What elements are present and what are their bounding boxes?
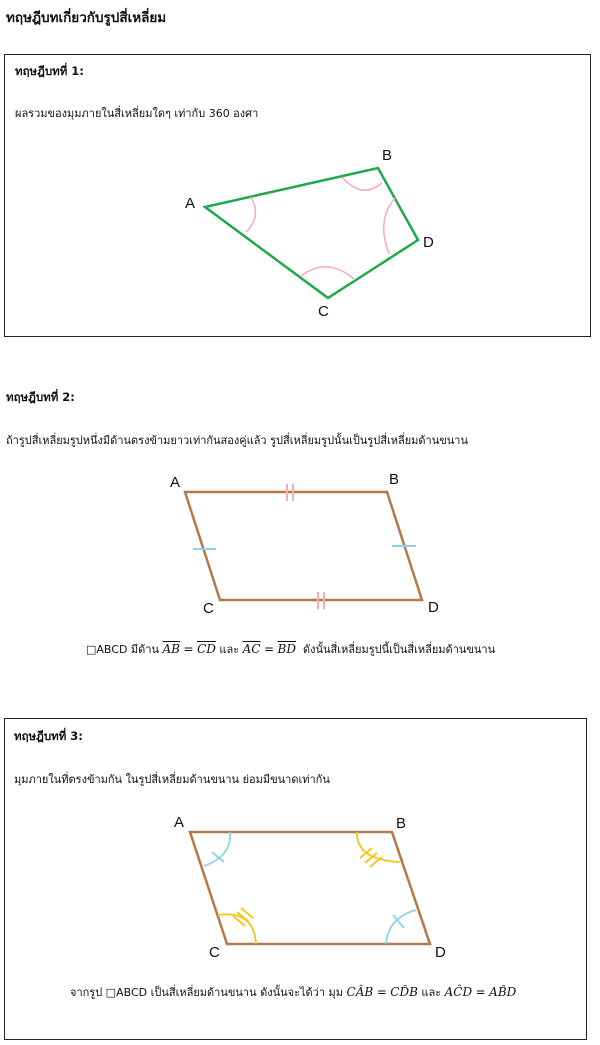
conjunction-and: และ bbox=[421, 986, 442, 999]
angle-tick-a bbox=[212, 852, 224, 862]
theorem-1-heading: ทฤษฎีบทที่ 1: bbox=[15, 64, 84, 78]
vertex-label-b: B bbox=[389, 471, 400, 488]
theorem-3-caption bbox=[70, 983, 516, 1001]
caption-prefix: จากรูป □ABCD เป็นสี่เหลี่ยมด้านขนาน ดังนั้นจะได้ว่า มุม bbox=[70, 986, 344, 999]
angle-arc-a bbox=[204, 832, 230, 866]
caption-suffix: ดังนั้นสี่เหลี่ยมรูปนี้เป็นสี่เหลี่ยมด้านขนาน bbox=[303, 643, 496, 656]
equals-sign: = bbox=[475, 985, 486, 999]
angle-acd: AĈD bbox=[444, 985, 473, 999]
vertex-label-c: C bbox=[209, 944, 220, 961]
vertex-label-d: D bbox=[428, 599, 439, 616]
angle-arcs-blue bbox=[204, 832, 416, 944]
segment-cd: $\overline{CD}$ bbox=[197, 642, 216, 656]
segment-ab: $\overline{AB}$ bbox=[162, 642, 180, 656]
theorem-1-statement: ผลรวมของมุมภายในสี่เหลี่ยมใดๆ เท่ากับ 360 องศา bbox=[15, 107, 259, 120]
vertex-label-b: B bbox=[396, 815, 407, 832]
conjunction-and: และ bbox=[219, 643, 240, 656]
vertex-label-d: D bbox=[435, 944, 446, 961]
vertex-label-a: A bbox=[174, 814, 185, 831]
theorem-3-heading: ทฤษฎีบทที่ 3: bbox=[14, 729, 83, 743]
segment-ac: $\overline{AC}$ bbox=[242, 642, 261, 656]
vertex-label-a: A bbox=[185, 195, 196, 212]
vertex-label-a: A bbox=[170, 474, 181, 491]
equals-sign: = bbox=[263, 642, 275, 656]
vertex-label-c: C bbox=[318, 303, 329, 320]
vertex-label-b: B bbox=[382, 147, 393, 164]
equals-sign: = bbox=[376, 985, 387, 999]
theorem-2-statement: ถ้ารูปสี่เหลี่ยมรูปหนึ่งมีด้านตรงข้ามยาวเท่ากันสองคู่แล้ว รูปสี่เหลี่ยมรูปนั้นเป็นรูปสี่เหลี่ยมด้านขนาน bbox=[6, 434, 468, 447]
angle-arc-d bbox=[386, 910, 416, 944]
theorem-3-statement: มุมภายในที่ตรงข้ามกัน ในรูปสี่เหลี่ยมด้านขนาน ย่อมมีขนาดเท่ากัน bbox=[14, 773, 330, 786]
caption-prefix: □ABCD มีด้าน bbox=[86, 643, 160, 656]
vertex-label-c: C bbox=[203, 600, 214, 617]
vertex-label-d: D bbox=[423, 234, 434, 251]
segment-bd: $\overline{BD}$ bbox=[277, 642, 296, 656]
angle-abd: AB̂D bbox=[489, 985, 517, 999]
theorem-2-heading: ทฤษฎีบทที่ 2: bbox=[6, 390, 75, 404]
angle-cab: CÂB bbox=[346, 985, 374, 999]
page-title: ทฤษฎีบทเกี่ยวกับรูปสี่เหลี่ยม bbox=[6, 10, 167, 26]
equals-sign: = bbox=[183, 642, 194, 656]
angle-arcs-yellow bbox=[218, 832, 400, 944]
angle-cdb: CD̂B bbox=[390, 985, 418, 999]
